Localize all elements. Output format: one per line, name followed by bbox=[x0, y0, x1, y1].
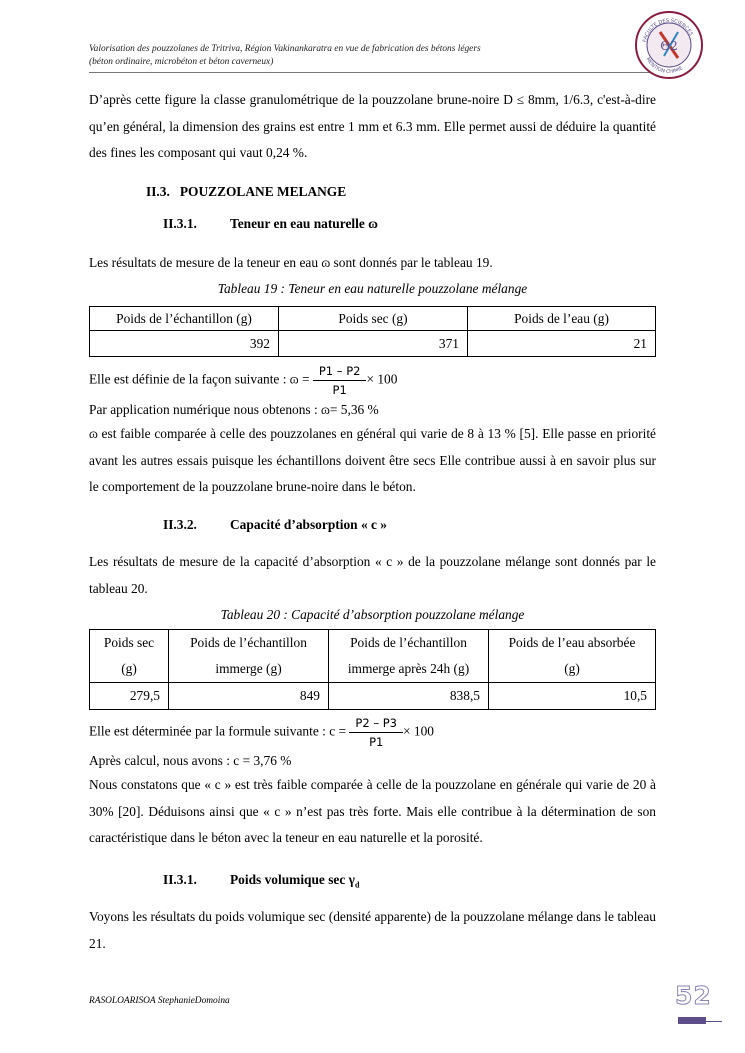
formula-absorption bbox=[89, 716, 434, 749]
table-row bbox=[90, 331, 656, 357]
table-20-header-text: (g) bbox=[564, 661, 580, 676]
section-title: POUZZOLANE MELANGE bbox=[179, 184, 347, 199]
formula-prefix: Elle est déterminée par la formule suivante : bbox=[89, 723, 326, 739]
section-heading bbox=[146, 184, 346, 200]
running-header bbox=[89, 43, 609, 69]
table-19-caption: Tableau 19 : Teneur en eau naturelle pouzzolane mélange bbox=[217, 281, 528, 296]
page-number-bar bbox=[678, 1017, 706, 1024]
table-20-header-text: (g) bbox=[121, 661, 137, 676]
subsection-3-subscript: d bbox=[354, 880, 360, 890]
subsection-3-title: Poids volumique sec γ bbox=[230, 872, 355, 887]
table-20-header-text: Poids de l’échantillon bbox=[350, 635, 467, 650]
table-20-cell: 838,5 bbox=[329, 683, 489, 710]
formula-suffix: × 100 bbox=[366, 371, 398, 387]
table-row bbox=[90, 683, 656, 710]
table-20-header-text: Poids sec bbox=[103, 635, 155, 650]
header-line-2: (béton ordinaire, microbéton et béton caverneux) bbox=[89, 57, 274, 67]
table-19-header-cell: Poids de l’échantillon (g) bbox=[90, 307, 279, 331]
intro-paragraph: D’après cette figure la classe granulométrique de la pouzzolane brune-noire D ≤ 8mm, 1/6.3, c'est-à-dire qu’en général, la dimension des grains est entre 1 mm et 6.3 mm. Elle permet aussi de déduire la quantité des fines les composant qui vaut 0,24 %. bbox=[89, 92, 656, 161]
subsection-2-heading bbox=[163, 517, 387, 533]
subsection-3-title-wrap bbox=[230, 872, 359, 890]
table-20-cell: 849 bbox=[169, 683, 329, 710]
table-19-cell: 371 bbox=[279, 331, 468, 357]
subsection-2-intro: Les résultats de mesure de la capacité d’absorption « c » de la pouzzolane mélange sont donnés par le tableau 20. bbox=[89, 554, 656, 596]
formula-lhs: c = bbox=[329, 723, 347, 739]
formula-fraction bbox=[349, 716, 403, 749]
header-divider bbox=[89, 72, 659, 73]
formula-denominator: P1 bbox=[369, 735, 384, 749]
table-20-caption: Tableau 20 : Capacité d’absorption pouzzolane mélange bbox=[220, 607, 525, 622]
footer-author: RASOLOARISOA StephanieDomoina bbox=[89, 996, 230, 1006]
water-content-result: Par application numérique nous obtenons : ɷ= 5,36 % bbox=[89, 402, 379, 417]
table-20-header-cell bbox=[169, 630, 329, 683]
table-19-header-cell: Poids sec (g) bbox=[279, 307, 468, 331]
subsection-2-title: Capacité d’absorption « c » bbox=[230, 517, 387, 532]
subsection-2-number: II.3.2. bbox=[163, 517, 197, 532]
absorption-discussion: Nous constatons que « c » est très faible comparée à celle de la pouzzolane en générale qui varie de 20 à 30% [20]. Déduisons ainsi que « c » n’est pas très forte. Mais elle contribue à la détermination de son caractéristique dans le béton avec la teneur en eau naturelle et la porosité. bbox=[89, 777, 656, 846]
formula-water-content bbox=[89, 364, 397, 397]
subsection-1-heading bbox=[163, 216, 378, 232]
page-number: 52 bbox=[675, 981, 712, 1010]
table-20-header-cell bbox=[489, 630, 656, 683]
logo-center: Θ2 bbox=[660, 39, 678, 53]
table-19 bbox=[89, 306, 656, 357]
absorption-result: Après calcul, nous avons : c = 3,76 % bbox=[89, 753, 292, 768]
table-20-header-text: Poids de l’eau absorbée bbox=[508, 635, 636, 650]
table-20-cell: 279,5 bbox=[90, 683, 169, 710]
subsection-3-intro: Voyons les résultats du poids volumique sec (densité apparente) de la pouzzolane mélange dans le tableau 21. bbox=[89, 909, 656, 951]
section-number: II.3. bbox=[146, 184, 170, 199]
subsection-3-number: II.3.1. bbox=[163, 872, 197, 887]
formula-suffix: × 100 bbox=[403, 723, 434, 739]
table-20-header-text: Poids de l’échantillon bbox=[190, 635, 307, 650]
page-number-line bbox=[706, 1021, 722, 1022]
subsection-1-number: II.3.1. bbox=[163, 216, 197, 231]
formula-denominator: P1 bbox=[332, 383, 347, 397]
table-20-header-text: immerge (g) bbox=[215, 661, 282, 676]
logo-text-bottom: MENTION CHIMIE bbox=[644, 56, 684, 76]
table-19-header-cell: Poids de l’eau (g) bbox=[468, 307, 656, 331]
table-20 bbox=[89, 629, 656, 710]
subsection-1-title: Teneur en eau naturelle ɷ bbox=[230, 216, 378, 231]
table-20-header-row bbox=[90, 630, 656, 683]
table-20-cell: 10,5 bbox=[489, 683, 656, 710]
table-20-header-text: immerge après 24h (g) bbox=[347, 661, 470, 676]
logo-text-top: FACULTE DES SCIENCES bbox=[642, 17, 694, 43]
formula-prefix: Elle est définie de la façon suivante : bbox=[89, 371, 287, 387]
table-19-cell: 21 bbox=[468, 331, 656, 357]
subsection-1-intro: Les résultats de mesure de la teneur en eau ɷ sont donnés par le tableau 19. bbox=[89, 255, 493, 270]
header-line-1: Valorisation des pouzzolanes de Tritriva, Région Vakinankaratra en vue de fabrication des bétons légers bbox=[89, 44, 481, 54]
formula-numerator: P1 – P2 bbox=[313, 364, 367, 381]
table-20-header-cell bbox=[329, 630, 489, 683]
faculty-logo bbox=[634, 10, 704, 80]
formula-lhs: ɷ = bbox=[289, 371, 310, 387]
formula-fraction bbox=[313, 364, 367, 397]
formula-numerator: P2 – P3 bbox=[349, 716, 403, 733]
table-20-header-cell bbox=[90, 630, 169, 683]
water-content-discussion: ɷ est faible comparée à celle des pouzzolanes en général qui varie de 8 à 13 % [5]. Elle passe en priorité avant les autres essais puisque les échantillons doivent être secs Elle contribue aussi à en savoir plus sur le comportement de la pouzzolane brune-noire dans le béton. bbox=[89, 426, 656, 495]
table-19-cell: 392 bbox=[90, 331, 279, 357]
